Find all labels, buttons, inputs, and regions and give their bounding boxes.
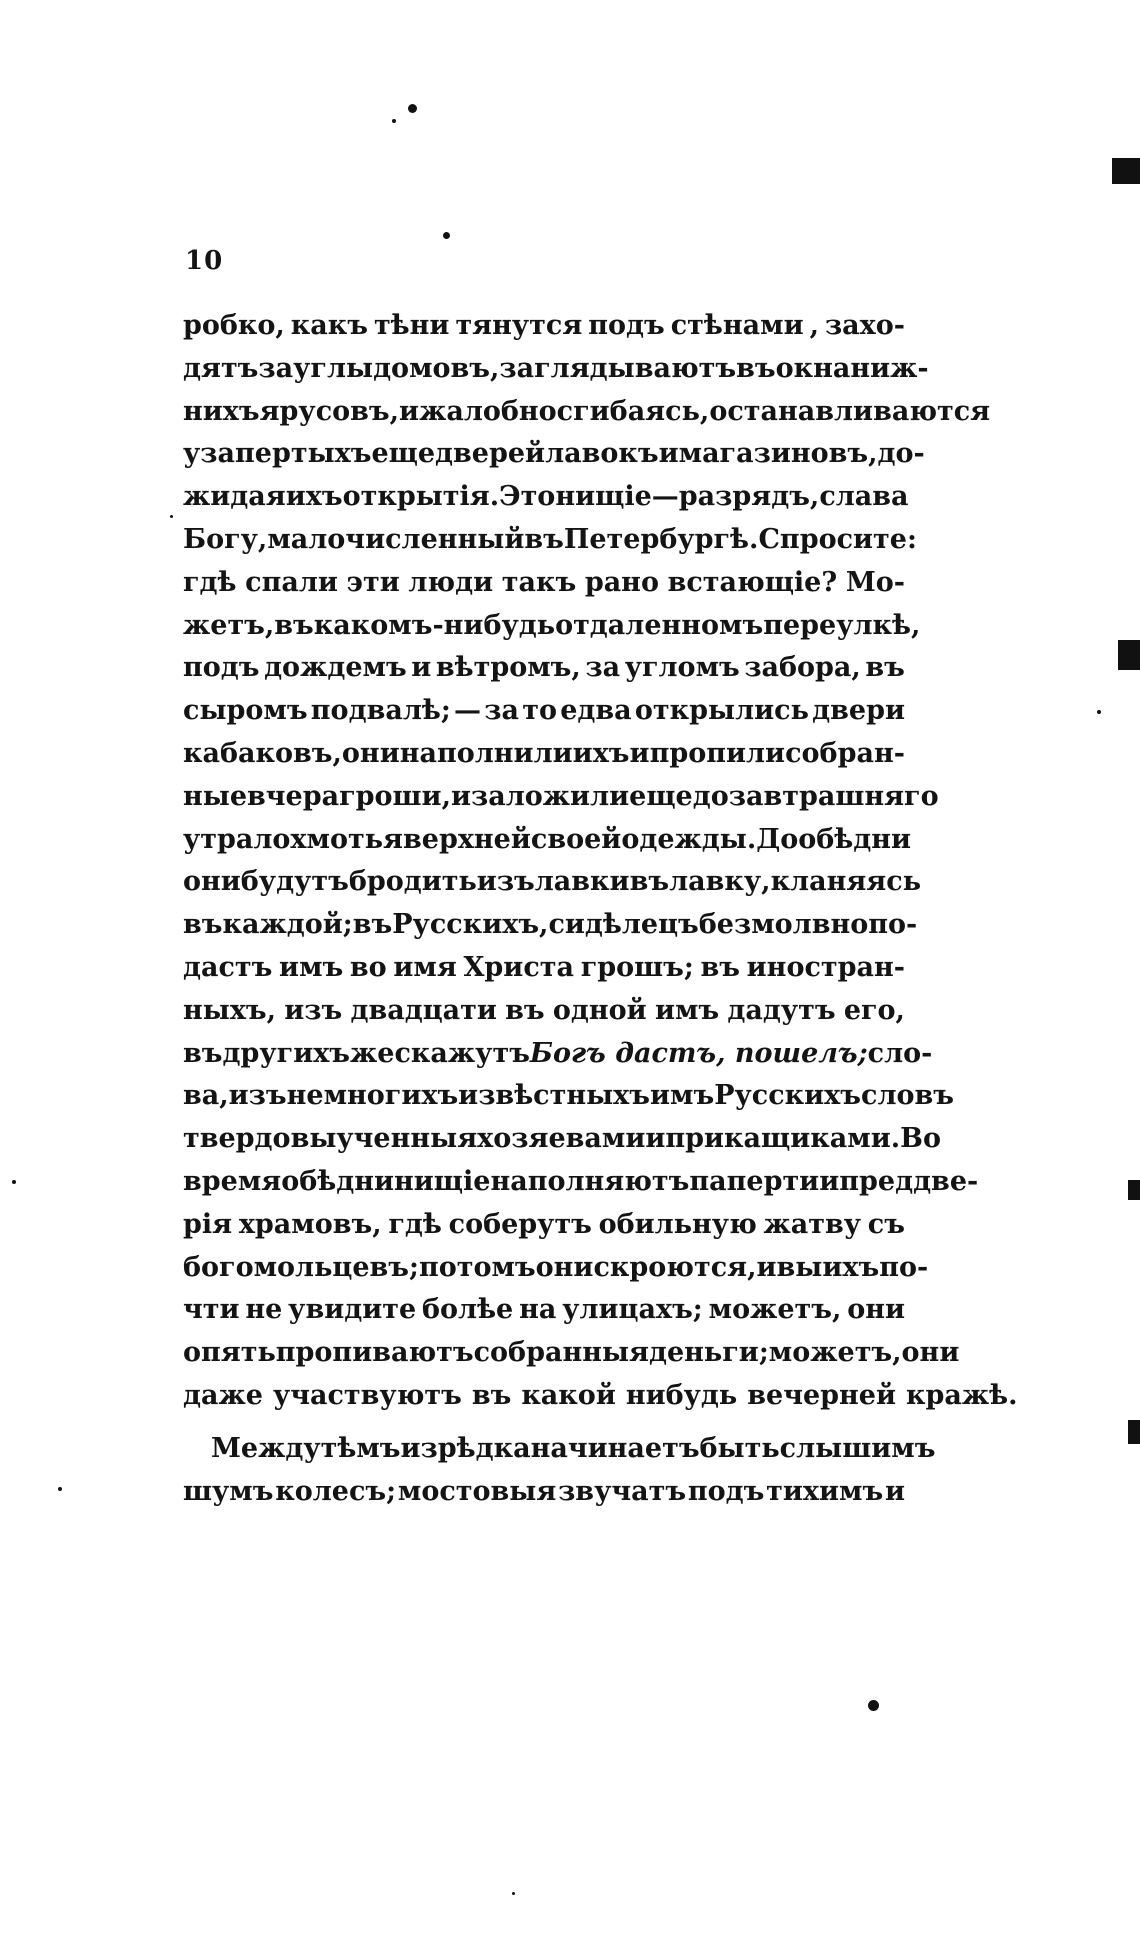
word: за [258,352,294,384]
word: тѣмъ [320,1432,401,1464]
word: имъ [279,951,344,983]
word: гроши, [339,780,451,812]
word: наполняютъ [490,1165,690,1197]
word: робко, [183,310,285,341]
word: жидая [183,481,286,513]
word: то [522,695,557,727]
word: , [332,737,342,769]
word: спали [245,566,338,598]
word: кабаковъ [183,737,333,769]
word: изъ [228,1080,287,1112]
word: и [884,1475,905,1507]
word: ихъ [572,737,630,769]
text-line [183,1204,905,1247]
word: ва, [183,1080,229,1112]
word: богомольцевъ; [183,1251,419,1283]
word: угломъ [624,652,740,684]
word: — [454,695,482,727]
word: Богъ дастъ, пошелъ; [529,1037,868,1069]
word: по- [868,909,918,941]
word: захо- [824,310,905,341]
word: съ [867,1208,905,1240]
word: двадцати [350,994,497,1026]
word: люди [408,566,494,598]
word: вѣтромъ, [435,652,581,684]
word: въ [352,909,393,941]
word: деньги; [648,1337,769,1369]
word: храмовъ, [238,1208,382,1240]
text-line [183,433,925,476]
word: открылись [634,695,809,727]
word: забора, [744,652,861,684]
scan-speck [170,515,173,518]
body-text [183,305,1018,1513]
word: встающіе? [667,566,838,598]
word: Русскихъ [392,909,540,941]
word: быть [699,1432,780,1464]
word: въ [700,951,740,983]
text-line [183,861,922,904]
word: по- [879,1251,929,1283]
word: нихъ [183,395,260,427]
word: Русскихъ [714,1080,861,1112]
word: другихъ [222,1037,351,1069]
word: сло- [867,1037,933,1069]
word: вчера [247,780,340,812]
word: подъ [588,310,665,341]
word: гдѣ [183,566,237,598]
word: будутъ [240,866,349,898]
word: разрядъ, [678,481,820,513]
word: стѣнами [670,310,804,341]
word: же [350,1037,395,1069]
word: кражѣ. [905,1379,1018,1411]
text-line [183,904,918,947]
word: сидѣлецъ [548,909,699,941]
word: въ [524,523,564,555]
word: Во [900,1123,942,1155]
word: преддве- [839,1165,979,1197]
word: сыромъ [183,695,308,727]
word: обѣдни [798,823,912,855]
word: грошъ; [580,951,694,983]
word: своей [530,823,622,855]
edge-mark [1128,1180,1140,1200]
word: лавокъ [545,438,659,470]
word: участвуютъ [272,1379,462,1411]
word: обѣдни [281,1165,395,1197]
word: пропиваютъ [275,1337,474,1369]
word: бродить [348,866,477,898]
word: Мо- [845,566,905,598]
word: въ [865,652,905,684]
word: собран- [785,737,905,769]
word: лавки [534,866,630,898]
word: такъ [501,566,577,598]
word: хозяевами [477,1123,646,1155]
word: дятъ [183,352,259,384]
word: вечерней [747,1379,896,1411]
word: колесъ; [275,1475,397,1507]
word: у [183,438,201,470]
word: какъ [290,310,368,341]
text-line [183,476,909,519]
word: въ [183,909,223,941]
word: останавливаются [709,395,991,427]
word: одежды. [621,823,757,855]
word: безмолвно [698,909,869,941]
word: какомъ-нибудь [313,609,556,641]
word: Петербургѣ. [563,523,759,555]
scan-speck [1097,710,1101,714]
word: во [349,951,387,983]
word: твердо [183,1123,291,1155]
word: выученныя [290,1123,478,1155]
word: прикащиками. [665,1123,901,1155]
word: и [645,1123,666,1155]
word: эти [346,566,400,598]
text-line [183,1033,933,1076]
text-line [183,690,905,733]
word: двери [812,695,905,727]
word: заглядываютъ [499,352,737,384]
word: каждой; [222,909,353,941]
word: и [450,780,472,812]
word: малочисленный [267,523,525,555]
text-line [183,733,905,776]
scan-speck [443,232,450,239]
word: завтрашняго [728,780,939,812]
word: улицахъ; [562,1294,703,1326]
scan-speck [408,104,417,113]
word: не [245,1294,283,1326]
word: его, [843,994,905,1026]
text-line [183,990,905,1033]
word: нищіе [394,1165,491,1197]
word: одной [552,994,647,1026]
word: жалобно [419,395,557,427]
word: Богу, [183,523,268,555]
word: тихимъ [766,1475,884,1507]
word: въ [183,1037,223,1069]
word: въ [471,1379,512,1411]
word: изрѣдка [400,1432,531,1464]
word: до [692,780,729,812]
word: лохмотья [253,823,403,855]
word: какой [521,1379,616,1411]
word: они [535,1251,594,1283]
text-line [183,519,917,562]
word: запертыхъ [200,438,372,470]
word: даже [183,1379,263,1411]
word: подвалѣ; [310,695,451,727]
word: гдѣ [388,1208,442,1240]
word: ные [183,780,248,812]
text-line [183,947,905,990]
word: Христа [463,951,575,983]
word: еще [629,780,693,812]
word: тянутся [455,310,583,341]
scan-speck [58,1487,62,1491]
word: заложили [471,780,630,812]
word: пропили [649,737,786,769]
text-line [183,1247,929,1290]
word: тѣни [373,310,450,341]
word: за [585,652,621,684]
word: обильную [598,1208,757,1240]
word: можетъ, [708,1294,842,1326]
word: верхней [403,823,531,855]
word: до- [877,438,925,470]
text-line [183,305,905,348]
word: ныхъ, [183,994,277,1026]
word: кланяясь [770,866,922,898]
word: скажутъ [394,1037,530,1069]
word: Спросите: [758,523,917,555]
word: окна [775,352,851,384]
word: въ [505,994,545,1026]
word: переулкѣ, [763,609,921,641]
text-line [183,819,912,862]
word: они [183,866,241,898]
word: До [756,823,799,855]
word: углы [293,352,374,384]
text-line [183,348,929,391]
text-line [183,1471,905,1514]
word: дадутъ [727,994,836,1026]
word: изъ [476,866,535,898]
word: въ [736,352,776,384]
edge-mark [1118,640,1140,670]
text-line [183,776,939,819]
word: жатву [763,1208,862,1240]
word: паперти [689,1165,820,1197]
word: и [629,737,650,769]
word: Между [211,1432,321,1464]
edge-mark [1128,1420,1140,1444]
text-line [183,1289,905,1332]
word: въ [629,866,670,898]
word: они [901,1337,960,1369]
word: увидите [288,1294,417,1326]
scan-speck [392,119,396,123]
word: они [341,737,400,769]
word: имъ [654,994,720,1026]
word: домовъ, [373,352,500,384]
word: ниж- [850,352,929,384]
word: подъ [183,652,260,684]
word: нибудь [625,1379,738,1411]
word: мостовыя [397,1475,557,1507]
word: Это [499,481,556,513]
scan-speck [868,1700,879,1711]
word: имъ [649,1080,715,1112]
word: рано [584,566,659,598]
word: имя [393,951,457,983]
word: наполнили [399,737,573,769]
word: скроются, [593,1251,757,1283]
word: извѣстныхъ [458,1080,650,1112]
word: жетъ, [183,609,275,641]
word: лавку, [669,866,771,898]
paragraph-gap [183,1418,905,1428]
word: еще [371,438,436,470]
word: и [756,1251,777,1283]
word: едва [560,695,632,727]
word: время [183,1165,282,1197]
text-line [183,1161,979,1204]
word: изъ [284,994,343,1026]
word: опять [183,1337,276,1369]
word: слава [819,481,909,513]
word: вы [776,1251,823,1283]
word: — [651,481,679,513]
word: собранныя [473,1337,649,1369]
word: словъ [861,1080,954,1112]
word: можетъ, [768,1337,902,1369]
text-line [183,1075,954,1118]
word: магазиновъ, [678,438,878,470]
word: дверей [435,438,546,470]
word: иностран- [746,951,905,983]
word: они [847,1294,905,1326]
edge-mark [1112,158,1140,184]
word: за [484,695,520,727]
word: , [539,909,549,941]
text-line [183,1428,936,1471]
word: въ [274,609,314,641]
word: шумъ [183,1475,274,1507]
word: дастъ [183,951,273,983]
text-line [183,1118,942,1161]
word: и [399,395,420,427]
word: ярусовъ, [259,395,400,427]
text-line [183,1332,960,1375]
text-line [183,605,921,648]
scan-speck [512,1892,515,1895]
word: подъ [687,1475,765,1507]
text-line [183,391,991,434]
scan-speck [12,1180,16,1184]
text-line [183,1375,1018,1418]
word: ихъ [285,481,343,513]
word: утра [183,823,254,855]
word: нищіе [555,481,652,513]
word: немногихъ [286,1080,459,1112]
word: и [819,1165,840,1197]
word: сгибаясь, [556,395,710,427]
word: рія [183,1208,233,1240]
word: начинаетъ [530,1432,700,1464]
word: слышимъ [779,1432,936,1464]
page-number: 10 [185,246,224,276]
word: болѣе [422,1294,514,1326]
word: чти [183,1294,240,1326]
word: ихъ [822,1251,880,1283]
word: на [519,1294,557,1326]
word: , [809,310,819,341]
word: звучатъ [558,1475,687,1507]
word: потомъ [418,1251,536,1283]
word: дождемъ [264,652,407,684]
text-line [183,647,905,690]
word: соберутъ [448,1208,592,1240]
word: отдаленномъ [555,609,764,641]
word: и [658,438,679,470]
word: и [411,652,432,684]
word: открытія. [342,481,500,513]
text-line [183,562,905,605]
